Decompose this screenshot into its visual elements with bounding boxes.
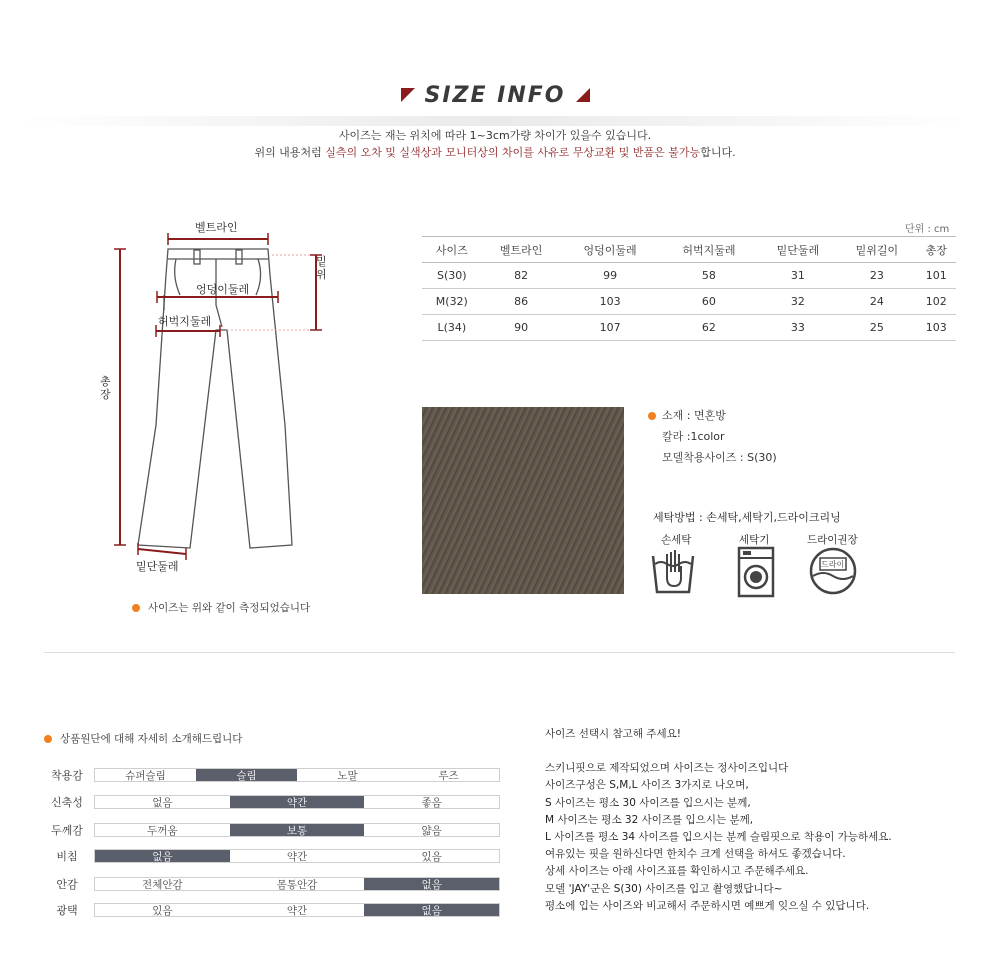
dry-icon-text: 드라이	[821, 560, 845, 569]
dry-clean-icon	[808, 546, 858, 596]
fabric-info	[648, 405, 777, 468]
title-underline	[20, 116, 970, 126]
table-header: 사이즈	[422, 237, 482, 263]
fit-option: 없음	[152, 796, 173, 809]
wash-method-title: 세탁방법 : 손세탁,세탁기,드라이크리닝	[653, 511, 841, 524]
fit-row	[40, 822, 502, 838]
table-cell: 60	[660, 289, 759, 315]
guide-line: 상세 사이즈는 아래 사이즈표를 확인하시고 주문해주세요.	[545, 865, 809, 878]
table-cell: 103	[916, 315, 956, 341]
fabric-swatch-image	[422, 407, 624, 594]
size-table	[422, 236, 956, 341]
size-guide	[545, 726, 892, 915]
fit-bar	[94, 795, 500, 809]
table-header-row	[422, 237, 956, 263]
table-cell: S(30)	[422, 263, 482, 289]
guide-line: S 사이즈는 평소 30 사이즈를 입으시는 분께,	[545, 796, 751, 809]
guide-line: 사이즈구성은 S,M,L 사이즈 3가지로 나오며,	[545, 779, 749, 792]
fit-row-name: 안감	[56, 878, 78, 891]
washing-machine-icon	[737, 546, 775, 598]
thigh-label: 허벅지둘레	[158, 315, 212, 328]
table-cell: 103	[561, 289, 660, 315]
title-text: SIZE INFO	[424, 82, 566, 108]
table-cell: 25	[837, 315, 916, 341]
guide-line: M 사이즈는 평소 32 사이즈를 입으시는 분께,	[545, 813, 754, 826]
guide-line: 스키니핏으로 제작되었으며 사이즈는 정사이즈입니다	[545, 762, 789, 775]
rise-label: 밑위	[316, 255, 327, 281]
notice-line-2	[0, 144, 990, 161]
guide-line: 평소에 입는 사이즈와 비교해서 주문하시면 예쁘게 잊으실 수 있답니다.	[545, 899, 870, 912]
fit-option: 몸통안감	[276, 878, 318, 891]
fit-option-selected: 보통	[230, 824, 365, 836]
fit-bar	[94, 823, 500, 837]
fit-row-name: 두께감	[51, 824, 83, 837]
table-header: 총장	[916, 237, 956, 263]
table-cell: 31	[758, 263, 837, 289]
fit-option: 전체안감	[142, 878, 183, 891]
bullet-icon	[132, 604, 140, 612]
fit-option-selected: 없음	[95, 850, 230, 862]
fit-heading	[44, 731, 242, 746]
fit-option: 슈퍼슬림	[125, 769, 166, 782]
fit-heading-text: 상품원단에 대해 자세히 소개해드립니다	[60, 733, 243, 745]
fit-option: 좋음	[421, 796, 442, 809]
table-cell: 86	[482, 289, 561, 315]
fit-bar	[94, 877, 500, 891]
table-cell: L(34)	[422, 315, 482, 341]
triangle-right-icon	[576, 88, 590, 102]
fit-row	[40, 767, 502, 783]
fit-option: 있음	[152, 904, 173, 917]
fit-option: 두꺼움	[147, 824, 178, 837]
table-header: 엉덩이둘레	[561, 237, 660, 263]
material-row	[648, 405, 777, 426]
section-divider	[44, 652, 955, 653]
unit-label: 단위 : cm	[905, 224, 950, 235]
table-header: 벨트라인	[482, 237, 561, 263]
notice-warning: 실측의 오차 및 실색상과 모니터상의 차이를 사유로 무상교환 및 반품은 불가능	[325, 146, 701, 159]
fit-bar	[94, 768, 500, 782]
notice-line-2-post: 합니다.	[700, 146, 736, 159]
table-header: 밑단둘레	[758, 237, 837, 263]
color-text: 칼라 :1color	[662, 430, 725, 443]
notice-line-2-pre: 위의 내용처럼	[254, 146, 326, 159]
fit-row	[40, 876, 502, 892]
pants-diagram	[80, 215, 350, 585]
fit-option-selected: 약간	[230, 796, 365, 808]
triangle-left-icon	[401, 88, 415, 102]
fit-option-selected: 없음	[364, 878, 499, 890]
table-row	[422, 289, 956, 315]
fit-bar	[94, 903, 500, 917]
size-notice	[0, 127, 990, 161]
fit-option-selected: 슬림	[196, 769, 297, 781]
guide-spacer	[545, 743, 892, 760]
fit-option: 약간	[286, 850, 308, 863]
bullet-icon	[648, 412, 656, 420]
fit-option: 있음	[421, 850, 442, 863]
table-cell: 62	[660, 315, 759, 341]
fit-option: 루즈	[438, 769, 459, 782]
guide-line: L 사이즈를 평소 34 사이즈를 입으시는 분께 슬림핏으로 착용이 가능하세요.	[545, 831, 892, 844]
material-text: 소재 : 면혼방	[662, 409, 726, 422]
bullet-icon	[44, 735, 52, 743]
wash-label-dry: 드라이권장	[807, 534, 858, 546]
table-cell: M(32)	[422, 289, 482, 315]
table-row	[422, 315, 956, 341]
fit-row	[40, 902, 502, 918]
fit-option: 얇음	[421, 824, 442, 837]
fit-row-name: 신축성	[51, 796, 83, 809]
wash-label-hand: 손세탁	[661, 534, 692, 546]
guide-line: 여유있는 핏을 원하신다면 한치수 크게 선택을 하셔도 좋겠습니다.	[545, 848, 846, 861]
table-cell: 82	[482, 263, 561, 289]
guide-line: 모델 'JAY'군은 S(30) 사이즈를 입고 촬영했답니다~	[545, 882, 783, 895]
measure-note	[132, 600, 310, 615]
section-title	[0, 80, 990, 110]
table-cell: 32	[758, 289, 837, 315]
table-cell: 107	[561, 315, 660, 341]
wash-label-machine: 세탁기	[739, 534, 770, 546]
fit-row	[40, 848, 502, 864]
hip-label: 엉덩이둘레	[196, 283, 250, 296]
table-cell: 90	[482, 315, 561, 341]
table-cell: 33	[758, 315, 837, 341]
belt-label: 벨트라인	[195, 221, 238, 234]
fit-row-name: 착용감	[51, 769, 83, 782]
hand-wash-icon	[650, 546, 696, 596]
table-cell: 24	[837, 289, 916, 315]
fit-bar	[94, 849, 500, 863]
fit-option: 약간	[286, 904, 308, 917]
fit-option-selected: 없음	[364, 904, 499, 916]
table-cell: 102	[916, 289, 956, 315]
fit-row	[40, 794, 502, 810]
fit-option: 노말	[337, 769, 358, 782]
guide-title: 사이즈 선택시 참고해 주세요!	[545, 728, 681, 740]
table-cell: 99	[561, 263, 660, 289]
notice-line-1: 사이즈는 재는 위치에 따라 1~3cm가량 차이가 있을수 있습니다.	[338, 129, 652, 142]
fit-row-name: 비침	[56, 850, 78, 863]
pants-illustration	[80, 215, 350, 585]
table-header: 허벅지둘레	[660, 237, 759, 263]
fit-row-name: 광택	[56, 904, 78, 917]
model-size-text: 모델착용사이즈 : S(30)	[662, 451, 777, 464]
table-row	[422, 263, 956, 289]
table-cell: 101	[916, 263, 956, 289]
hem-label: 밑단둘레	[136, 560, 179, 573]
measure-note-text: 사이즈는 위와 같이 측정되었습니다	[148, 602, 311, 614]
table-header: 밑위길이	[837, 237, 916, 263]
table-cell: 23	[837, 263, 916, 289]
table-cell: 58	[660, 263, 759, 289]
length-label: 총장	[100, 375, 111, 401]
